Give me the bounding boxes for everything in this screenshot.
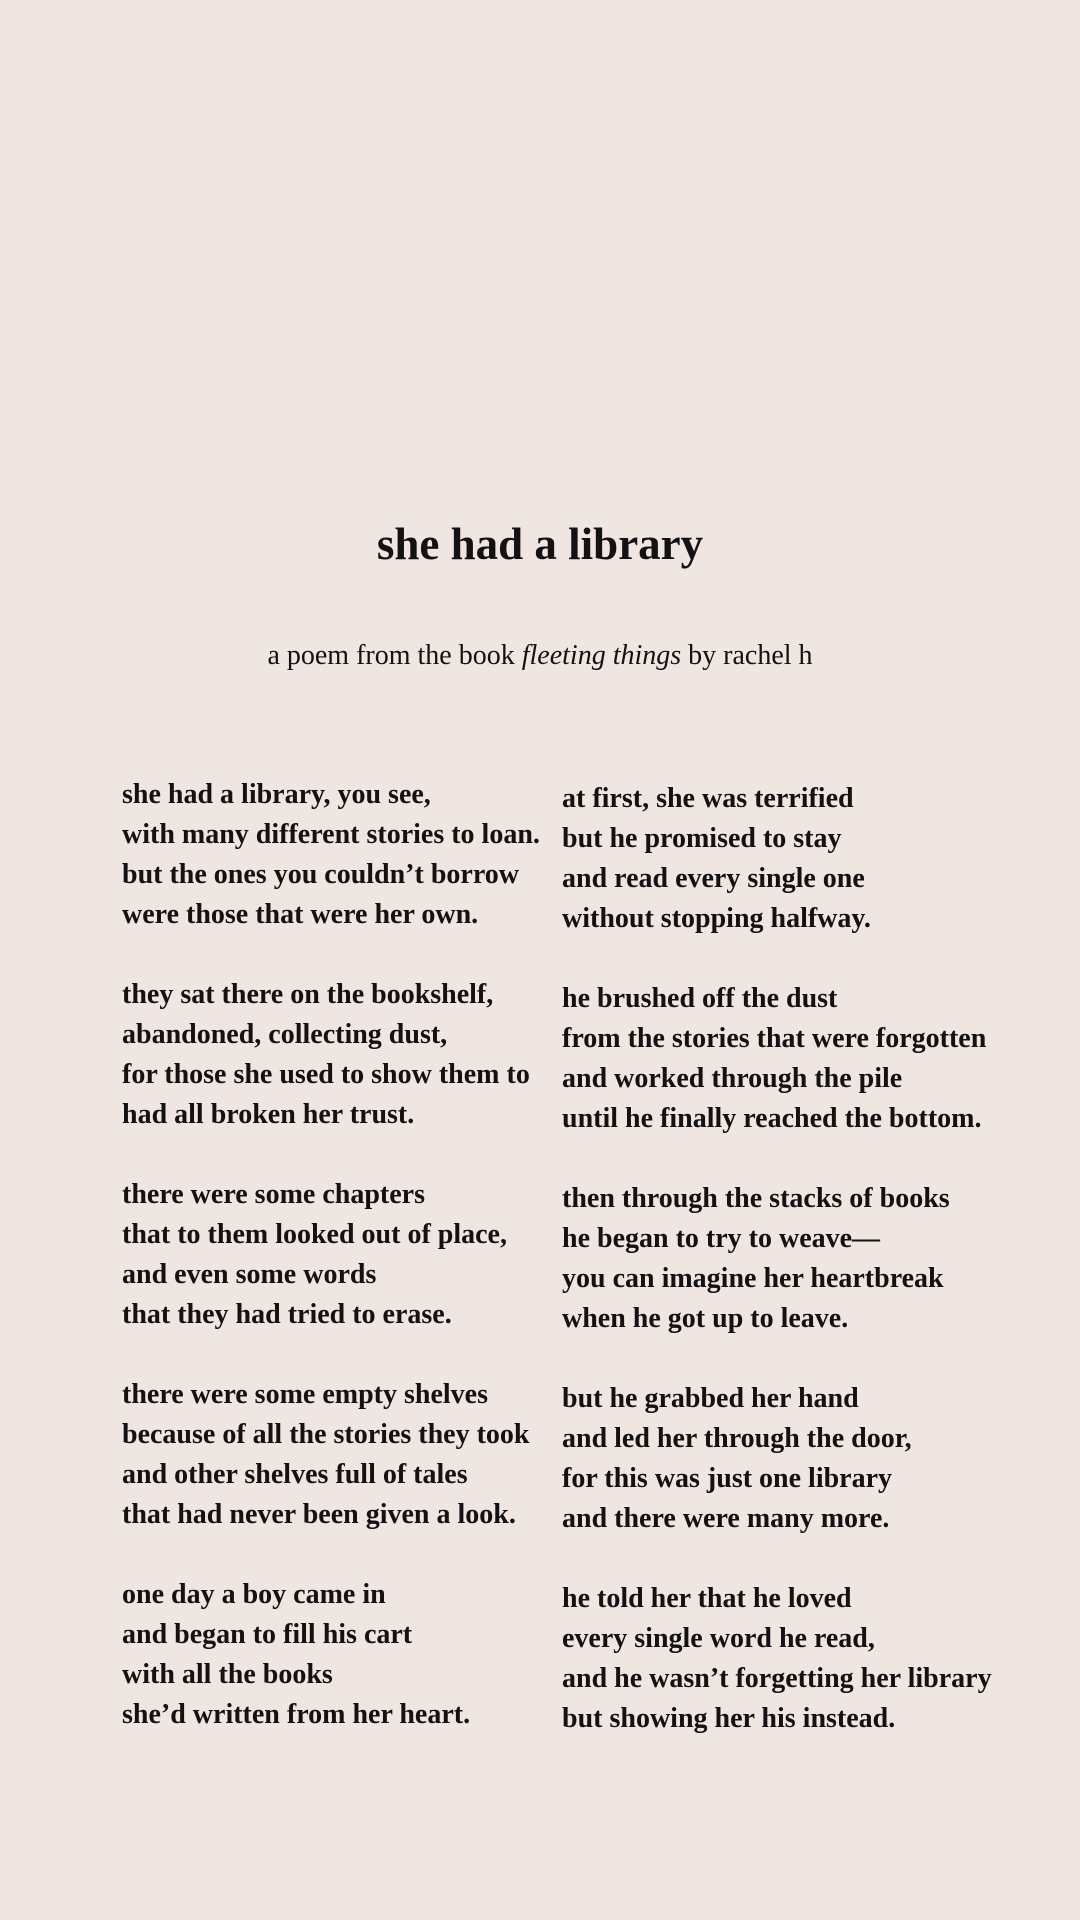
stanza [122,1375,562,1535]
poem-line: she’d written from her heart. [122,1699,471,1730]
stanza [122,1175,562,1335]
poem-line: that to them looked out of place, [122,1219,507,1250]
poem-line: and read every single one [562,863,865,894]
poem-line: without stopping halfway. [562,903,871,934]
poem-line: abandoned, collecting dust, [122,1019,448,1050]
stanza [122,1575,562,1735]
poem-line: for those she used to show them to [122,1059,530,1090]
poem-line: with many different stories to loan. [122,819,540,850]
poem-line: they sat there on the bookshelf, [122,979,494,1010]
stanza [122,975,562,1135]
book-title: fleeting things [521,640,682,671]
poem-line: were those that were her own. [122,899,479,930]
poem-line: that had never been given a look. [122,1499,516,1530]
poem-line: he began to try to weave— [562,1223,881,1254]
poem-line: when he got up to leave. [562,1303,849,1334]
poem-line: and even some words [122,1259,377,1290]
poem-line: there were some empty shelves [122,1379,488,1410]
poem-line: then through the stacks of books [562,1183,950,1214]
attribution-author: by rachel h [688,640,813,671]
poem-column-right [562,779,1002,1779]
poem-line: but he promised to stay [562,823,842,854]
stanza [562,979,1002,1139]
poem-line: that they had tried to erase. [122,1299,452,1330]
poem-line: you can imagine her heartbreak [562,1263,944,1294]
poem-line: and worked through the pile [562,1063,903,1094]
poem-line: because of all the stories they took [122,1419,530,1450]
poem-line: but he grabbed her hand [562,1383,859,1414]
poem-line: and led her through the door, [562,1423,912,1454]
poem-line: and began to fill his cart [122,1619,413,1650]
poem-line: had all broken her trust. [122,1099,415,1130]
stanza [562,779,1002,939]
poem-line: but showing her his instead. [562,1703,896,1734]
poem-line: for this was just one library [562,1463,893,1494]
poem-column-left [122,775,562,1775]
stanza [122,775,562,935]
poem-line: one day a boy came in [122,1579,386,1610]
stanza [562,1379,1002,1539]
poem-line: but the ones you couldn’t borrow [122,859,519,890]
poem-line: he told her that he loved [562,1583,852,1614]
poem-line: from the stories that were forgotten [562,1023,987,1054]
poem-line: with all the books [122,1659,333,1690]
poem-line: she had a library, you see, [122,779,431,810]
attribution-prefix: a poem from the book [267,640,515,671]
poem-line: at first, she was terrified [562,783,854,814]
poem-line: he brushed off the dust [562,983,838,1014]
poem-line: until he finally reached the bottom. [562,1103,982,1134]
poem-line: and he wasn’t forgetting her library [562,1663,992,1694]
stanza [562,1179,1002,1339]
poem-line: there were some chapters [122,1179,425,1210]
poem-line: and other shelves full of tales [122,1459,468,1490]
poem-title: she had a library [376,519,704,569]
poem-line: and there were many more. [562,1503,890,1534]
poem-attribution [0,632,1080,680]
poem-line: every single word he read, [562,1623,875,1654]
stanza [562,1579,1002,1739]
